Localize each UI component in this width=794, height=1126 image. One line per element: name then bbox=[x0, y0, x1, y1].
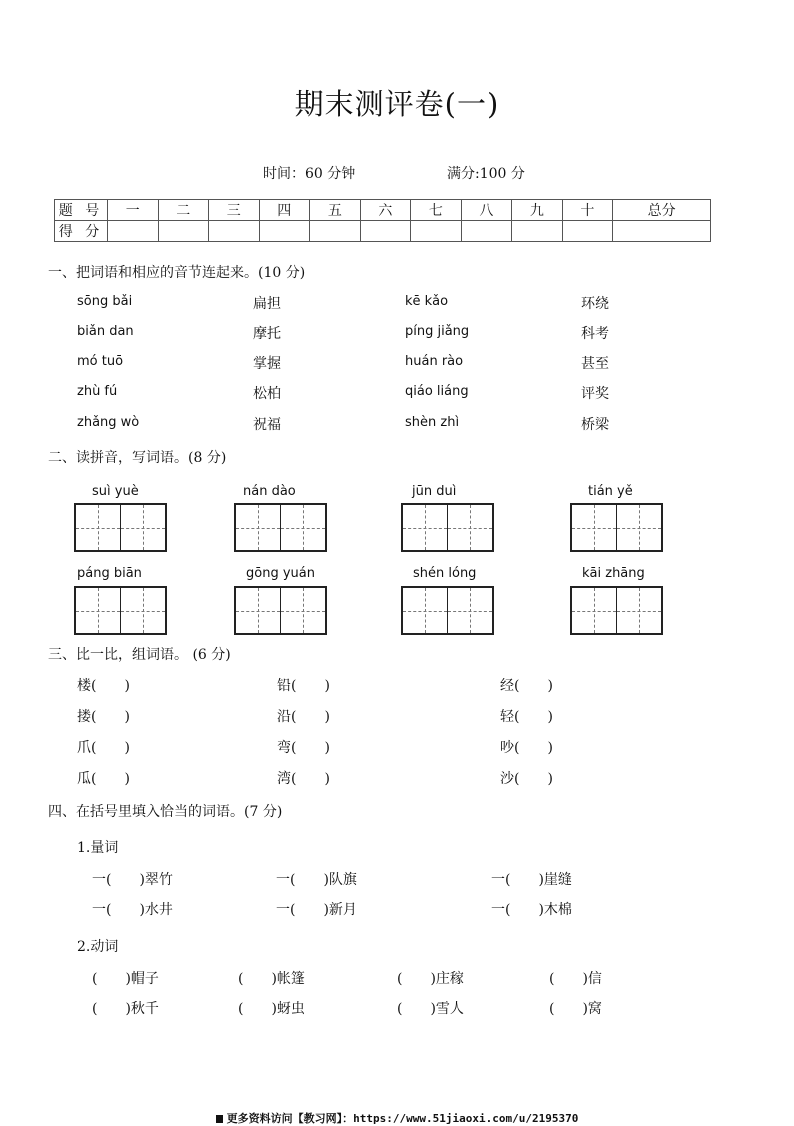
column-header: 二 bbox=[158, 200, 209, 221]
section3-heading: 三、比一比，组词语。 (6 分) bbox=[48, 647, 231, 663]
writing-grid[interactable] bbox=[234, 503, 327, 552]
score-cell[interactable] bbox=[310, 221, 361, 242]
fill-item[interactable]: 一( )翠竹 bbox=[92, 872, 173, 888]
pinyin-prompt: shén lóng bbox=[413, 566, 477, 581]
pinyin-prompt: suì yuè bbox=[92, 484, 139, 499]
fill-item[interactable]: ( )帐篷 bbox=[238, 971, 305, 987]
subheading-measure: 1.量词 bbox=[77, 840, 119, 856]
word-item[interactable]: 桥梁 bbox=[581, 417, 609, 433]
pinyin-prompt: páng biān bbox=[77, 566, 142, 581]
column-header: 九 bbox=[512, 200, 563, 221]
pinyin-item[interactable]: sōng bǎi bbox=[77, 294, 133, 309]
compare-item[interactable]: 轻( ) bbox=[500, 709, 553, 725]
section4-heading: 四、在括号里填入恰当的词语。(7 分) bbox=[48, 804, 283, 820]
pinyin-prompt: nán dào bbox=[243, 484, 296, 499]
word-item[interactable]: 扁担 bbox=[253, 296, 281, 312]
score-cell[interactable] bbox=[461, 221, 512, 242]
column-header: 八 bbox=[461, 200, 512, 221]
word-item[interactable]: 掌握 bbox=[253, 356, 281, 372]
pinyin-prompt: jūn duì bbox=[412, 484, 457, 499]
word-item[interactable]: 祝福 bbox=[253, 417, 281, 433]
fill-item[interactable]: ( )窝 bbox=[549, 1001, 602, 1017]
pinyin-item[interactable]: mó tuō bbox=[77, 354, 124, 369]
fill-item[interactable]: 一( )队旗 bbox=[276, 872, 357, 888]
score-cell[interactable] bbox=[613, 221, 711, 242]
fill-item[interactable]: 一( )新月 bbox=[276, 902, 357, 918]
pinyin-prompt: kāi zhāng bbox=[582, 566, 645, 581]
compare-item[interactable]: 沿( ) bbox=[277, 709, 330, 725]
writing-grid[interactable] bbox=[401, 503, 494, 552]
score-cell[interactable] bbox=[209, 221, 260, 242]
compare-item[interactable]: 吵( ) bbox=[500, 740, 553, 756]
score-cell[interactable] bbox=[108, 221, 159, 242]
pinyin-item[interactable]: biǎn dan bbox=[77, 324, 134, 339]
compare-item[interactable]: 爪( ) bbox=[77, 740, 130, 756]
column-header: 总分 bbox=[613, 200, 711, 221]
writing-grid[interactable] bbox=[570, 503, 663, 552]
column-header: 三 bbox=[209, 200, 260, 221]
flag-icon bbox=[216, 1115, 223, 1123]
fill-item[interactable]: 一( )崖缝 bbox=[491, 872, 572, 888]
table-row bbox=[55, 200, 711, 221]
fill-item[interactable]: ( )庄稼 bbox=[397, 971, 464, 987]
subheading-verb: 2.动词 bbox=[77, 939, 119, 955]
pinyin-item[interactable]: píng jiǎng bbox=[405, 324, 470, 339]
compare-item[interactable]: 瓜( ) bbox=[77, 771, 130, 787]
column-header: 七 bbox=[411, 200, 462, 221]
table-row bbox=[55, 221, 711, 242]
word-item[interactable]: 甚至 bbox=[581, 356, 609, 372]
word-item[interactable]: 环绕 bbox=[581, 296, 609, 312]
row-label: 得 分 bbox=[55, 221, 108, 242]
word-item[interactable]: 摩托 bbox=[253, 326, 281, 342]
score-table bbox=[54, 199, 711, 242]
fill-item[interactable]: 一( )木棉 bbox=[491, 902, 572, 918]
word-item[interactable]: 松柏 bbox=[253, 386, 281, 402]
section1-heading: 一、把词语和相应的音节连起来。(10 分) bbox=[48, 265, 306, 281]
writing-grid[interactable] bbox=[234, 586, 327, 635]
pinyin-prompt: tián yě bbox=[588, 484, 633, 499]
fill-item[interactable]: ( )秋千 bbox=[92, 1001, 159, 1017]
pinyin-item[interactable]: qiáo liáng bbox=[405, 384, 469, 399]
word-item[interactable]: 评奖 bbox=[581, 386, 609, 402]
word-item[interactable]: 科考 bbox=[581, 326, 609, 342]
column-header: 五 bbox=[310, 200, 361, 221]
compare-item[interactable]: 沙( ) bbox=[500, 771, 553, 787]
score-cell[interactable] bbox=[360, 221, 411, 242]
section2-heading: 二、读拼音，写词语。(8 分) bbox=[48, 450, 227, 466]
fill-item[interactable]: ( )雪人 bbox=[397, 1001, 464, 1017]
column-header: 一 bbox=[108, 200, 159, 221]
compare-item[interactable]: 弯( ) bbox=[277, 740, 330, 756]
column-header: 六 bbox=[360, 200, 411, 221]
exam-full-score: 满分:100 分 bbox=[447, 166, 525, 182]
pinyin-item[interactable]: kē kǎo bbox=[405, 294, 449, 309]
pinyin-item[interactable]: huán rào bbox=[405, 354, 464, 369]
pinyin-item[interactable]: zhù fú bbox=[77, 384, 118, 399]
fill-item[interactable]: 一( )水井 bbox=[92, 902, 173, 918]
row-label: 题 号 bbox=[55, 200, 108, 221]
footer-text: 更多资料访问【教习网】：https://www.51jiaoxi.com/u/2195370 bbox=[226, 1112, 579, 1125]
page-title: 期末测评卷(一) bbox=[294, 87, 500, 121]
writing-grid[interactable] bbox=[401, 586, 494, 635]
compare-item[interactable]: 铅( ) bbox=[277, 678, 330, 694]
compare-item[interactable]: 搂( ) bbox=[77, 709, 130, 725]
compare-item[interactable]: 湾( ) bbox=[277, 771, 330, 787]
pinyin-item[interactable]: zhǎng wò bbox=[77, 415, 140, 430]
fill-item[interactable]: ( )蚜虫 bbox=[238, 1001, 305, 1017]
compare-item[interactable]: 楼( ) bbox=[77, 678, 130, 694]
column-header: 十 bbox=[562, 200, 613, 221]
writing-grid[interactable] bbox=[570, 586, 663, 635]
score-cell[interactable] bbox=[562, 221, 613, 242]
writing-grid[interactable] bbox=[74, 503, 167, 552]
score-cell[interactable] bbox=[512, 221, 563, 242]
pinyin-prompt: gōng yuán bbox=[246, 566, 315, 581]
exam-time: 时间：60 分钟 bbox=[263, 166, 356, 182]
fill-item[interactable]: ( )信 bbox=[549, 971, 602, 987]
writing-grid[interactable] bbox=[74, 586, 167, 635]
score-cell[interactable] bbox=[411, 221, 462, 242]
column-header: 四 bbox=[259, 200, 310, 221]
score-cell[interactable] bbox=[259, 221, 310, 242]
compare-item[interactable]: 经( ) bbox=[500, 678, 553, 694]
score-cell[interactable] bbox=[158, 221, 209, 242]
pinyin-item[interactable]: shèn zhì bbox=[405, 415, 460, 430]
fill-item[interactable]: ( )帽子 bbox=[92, 971, 159, 987]
